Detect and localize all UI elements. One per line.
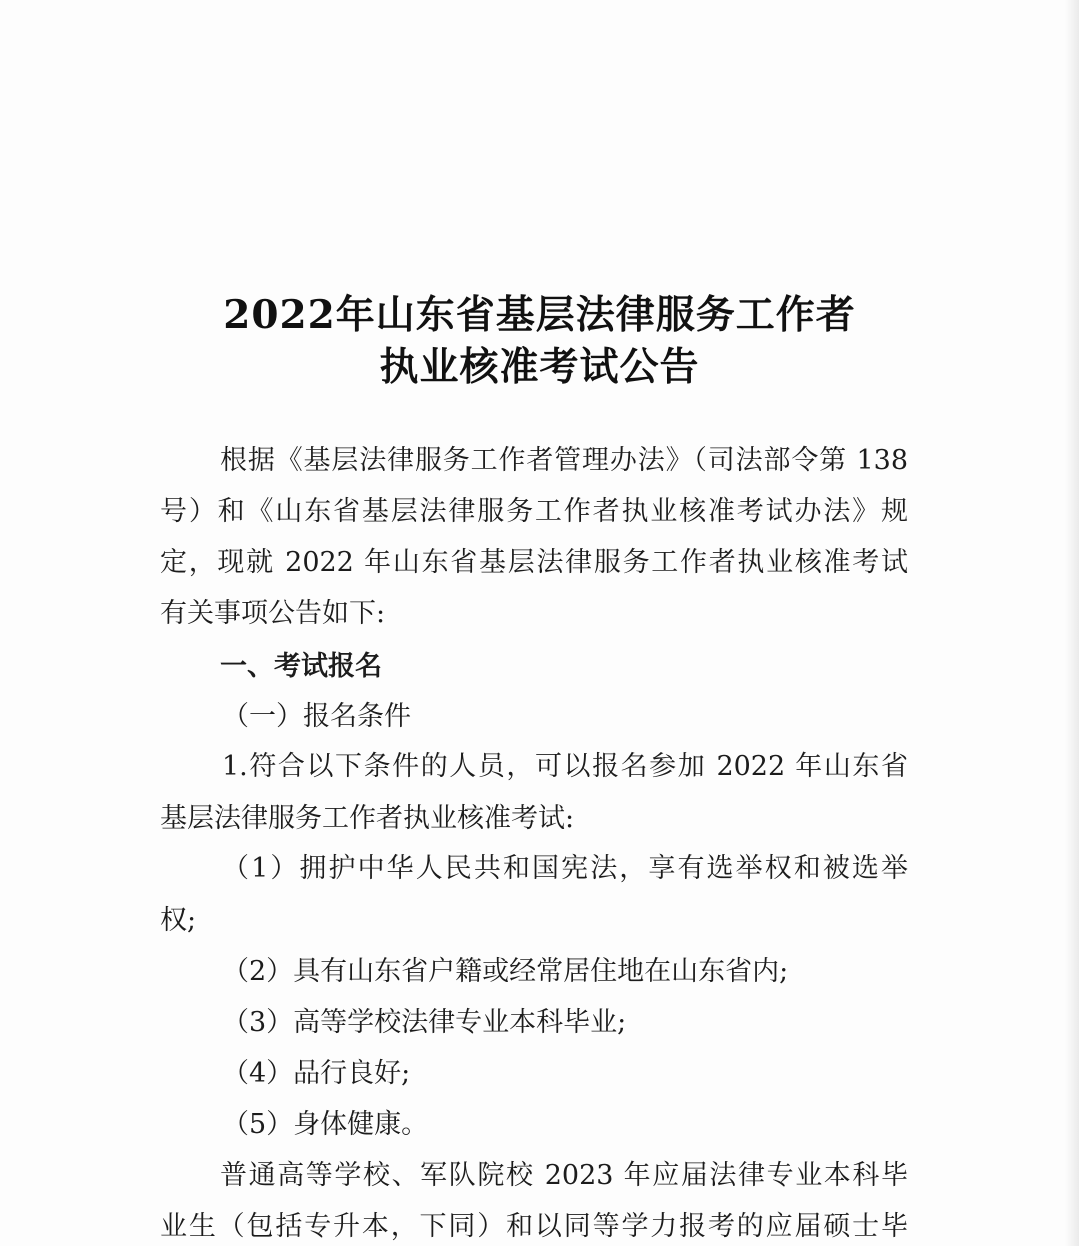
list-item: （4）品行良好; [222,1058,411,1089]
paragraph-line: 定，现就 2022 年山东省基层法律服务工作者执业核准考试 [160,547,908,578]
paragraph-line: 普通高等学校、军队院校 2023 年应届法律专业本科毕 [220,1160,908,1191]
paragraph-line: 基层法律服务工作者执业核准考试: [160,803,575,834]
paragraph-line: 有关事项公告如下: [160,598,386,629]
paragraph-line: 业生（包括专升本，下同）和以同等学力报考的应届硕士毕 [160,1211,908,1242]
subsection-heading: （一）报名条件 [222,701,411,732]
section-heading: 一、考试报名 [220,651,382,682]
list-item: （3）高等学校法律专业本科毕业; [222,1007,627,1038]
list-item: （1）拥护中华人民共和国宪法，享有选举权和被选举 [222,853,908,884]
document-title-line-1: 2022年山东省基层法律服务工作者 [223,292,856,338]
list-item: （2）具有山东省户籍或经常居住地在山东省内; [222,956,789,987]
paragraph-line: 根据《基层法律服务工作者管理办法》（司法部令第 138 [220,445,908,476]
paragraph-line: 号）和《山东省基层法律服务工作者执业核准考试办法》规 [160,496,908,527]
list-item-continuation: 权; [160,905,197,936]
paragraph-line: 1.符合以下条件的人员，可以报名参加 2022 年山东省 [222,751,908,782]
document-title-line-2: 执业核准考试公告 [379,344,700,390]
page-edge-shadow [1065,0,1079,1246]
list-item: （5）身体健康。 [222,1109,429,1140]
